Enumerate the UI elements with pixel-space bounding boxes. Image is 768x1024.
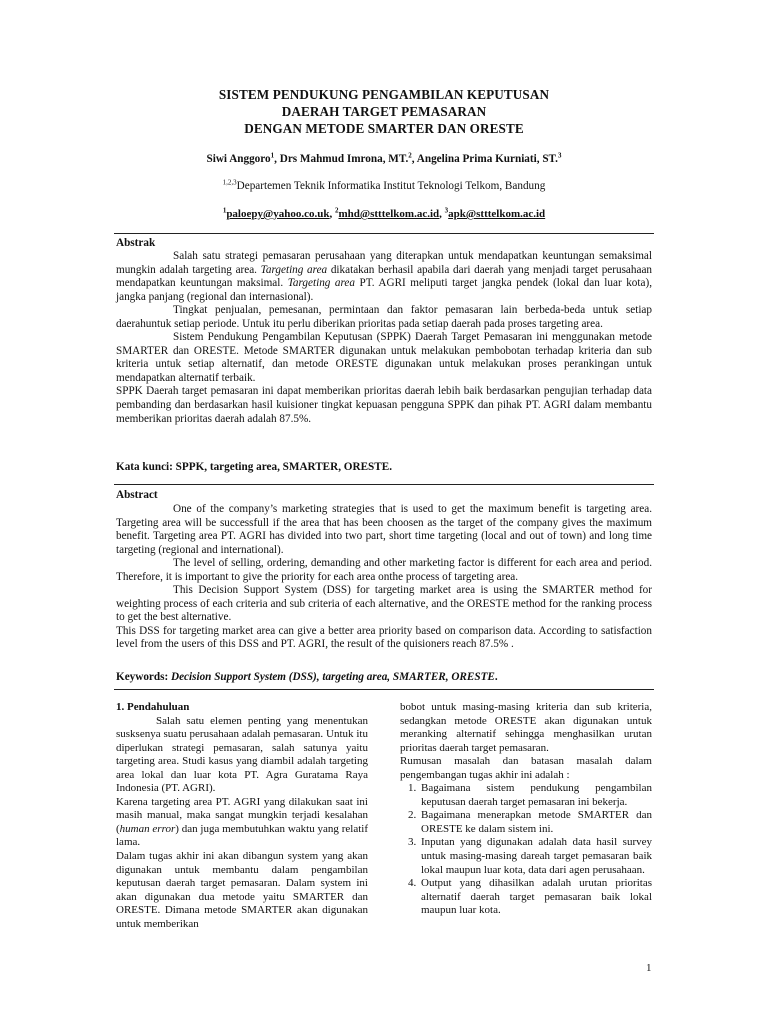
email-2-sup: 2 <box>334 206 339 215</box>
abstrak-body <box>116 250 652 426</box>
abstrak-p1-text-c: PT. AGRI meliputi target jangka pendek (lokal dan luar kota), jangka panjang (regional dan internasional). <box>116 277 652 303</box>
abstrak-heading: Abstrak <box>116 237 156 249</box>
list-item: 1. Bagaimana sistem pendukung pengambilan keputusan daerah target pemasaran ini bekerja. <box>419 782 652 809</box>
right-paragraph-2: Rumusan masalah dan batasan masalah dalam pengembangan tugas akhir ini adalah : <box>400 755 652 781</box>
author-list <box>0 153 768 165</box>
abstrak-p1-italic-b: Targeting area <box>287 277 355 290</box>
paper-title <box>0 86 768 137</box>
affiliation-sup: 1,2,3 <box>222 178 237 187</box>
email-3-link[interactable]: apk@stttelkom.ac.id <box>448 208 546 220</box>
abstract-paragraph-3: This Decision Support System (DSS) for targeting market area is using the SMARTER method for weighting process of each criteria and sub criteria of each alternative, and the ORESTE method for the ranking process to get the best alternative. <box>116 584 652 624</box>
abstrak-paragraph-2: Tingkat penjualan, pemesanan, permintaan dan faktor pemasaran lain berbeda-beda untuk setiap daerahuntuk setiap periode. Untuk itu perlu diberikan prioritas pada setiap daerah pada proses targeting area. <box>116 304 652 330</box>
left-p2-text-b: ) dan juga membutuhkan waktu yang relatif lama. <box>116 822 368 849</box>
list-item: 3. Inputan yang digunakan adalah data hasil survey untuk masing-masing dareah target pemasaran baik lokal maupun luar kota, data dari agen perusahaan. <box>419 836 652 877</box>
page-number: 1 <box>646 962 652 974</box>
section-heading-pendahuluan: 1. Pendahuluan <box>116 701 190 713</box>
kata-kunci: Kata kunci: SPPK, targeting area, SMARTER, ORESTE. <box>116 461 392 473</box>
abstrak-paragraph-4: SPPK Daerah target pemasaran ini dapat memberikan prioritas daerah lebih baik berdasarkan pengujian terhadap data pembanding dan berdasarkan hasil kuisioner tingkat kepuasan pengguna SPPK dan pihak PT. AGRI dalam membantu memberikan prioritas daerah adalah 87.5%. <box>116 385 652 425</box>
author-2-sup: 2 <box>408 151 412 160</box>
email-list <box>0 208 768 220</box>
abstract-body <box>116 503 652 652</box>
abstract-heading: Abstract <box>116 489 158 501</box>
author-2: , Drs Mahmud Imrona, MT. <box>274 153 409 165</box>
abstract-paragraph-1: One of the company’s marketing strategies that is used to get the maximum benefit is targeting area. Targeting area will be successfull if the area that has been choosen as the target of the company gives the maximum benefit. Targeting area PT. AGRI has divided into two part, short time targeting (local and out of town) and long time targeting (regional and international). <box>116 503 652 556</box>
abstract-paragraph-4: This DSS for targeting market area can give a better area priority based on comparison data. According to satisfaction level from the users of this DSS and PT. AGRI, the result of the quisioners reach 87.5% . <box>116 624 652 651</box>
list-item: 2. Bagaimana menerapkan metode SMARTER dan ORESTE ke dalam sistem ini. <box>419 809 652 836</box>
left-paragraph-1: Salah satu elemen penting yang menentukan susksenya suatu perusahaan adalah pemasaran. Untuk itu diperlukan strategi pemasaran, salah satunya yaitu targeting area. Studi kasus yang diambil adalah targeting area lokal dan luar kota PT. Agra Guratama Raya Indonesia (PT. AGRI). <box>116 714 368 795</box>
title-line-3: DENGAN METODE SMARTER DAN ORESTE <box>244 121 524 136</box>
abstrak-paragraph-1 <box>116 250 652 304</box>
author-1: Siwi Anggoro <box>206 153 271 165</box>
bottom-rule <box>114 689 654 690</box>
email-2-link[interactable]: mhd@stttelkom.ac.id <box>338 208 440 220</box>
left-paragraph-3: Dalam tugas akhir ini akan dibangun system yang akan digunakan untuk membantu dalam pengambilan keputusan daerah target pemasaran. Dalam system ini akan digunakan dua metode yaitu SMARTER dan ORESTE. Dimana metode SMARTER akan digunakan untuk memberikan <box>116 850 368 930</box>
keywords-end: . <box>494 671 498 683</box>
abstrak-p1-italic-a: Targeting area <box>260 263 328 276</box>
middle-rule <box>114 484 654 485</box>
keywords <box>116 671 498 683</box>
email-sep-1: , <box>329 208 335 220</box>
abstrak-p1-text-b: dikatakan berhasil apabila dari daerah yang menjadi target perusahaan mendapatkan keuntungan maksimal. <box>116 263 653 290</box>
keywords-label: Keywords: <box>116 671 171 683</box>
keywords-text: Decision Support System (DSS), targeting area, SMARTER, ORESTE <box>171 671 495 683</box>
affiliation-text: Departemen Teknik Informatika Institut Teknologi Telkom, Bandung <box>236 180 546 192</box>
abstrak-p1-text-a: Salah satu strategi pemasaran perusahaan yang diterapkan untuk mendapatkan keuntungan semaksimal mungkin adalah targeting area. <box>116 250 652 276</box>
title-line-1: SISTEM PENDUKUNG PENGAMBILAN KEPUTUSAN <box>218 87 550 102</box>
author-1-sup: 1 <box>270 151 275 160</box>
problem-list <box>400 782 652 917</box>
abstrak-paragraph-3: Sistem Pendukung Pengambilan Keputusan (SPPK) Daerah Target Pemasaran ini menggunakan metode SMARTER dan ORESTE. Metode SMARTER digunakan untuk melakukan pembobotan terhadap kriteria dan sub kriteria untuk setiap alternatif, dan metode ORESTE digunakan untuk melakukan proses perankingan untuk mendapatkan alternatif terbaik. <box>116 331 652 384</box>
left-column <box>116 701 368 931</box>
right-column <box>400 701 652 918</box>
title-line-2: DAERAH TARGET PEMASARAN <box>281 104 487 119</box>
right-paragraph-1: bobot untuk masing-masing kriteria dan sub kriteria, sedangkan metode ORESTE akan digunakan untuk meranking alternatif sehingga menghasilkan urutan prioritas daerah target pemasaran. <box>400 701 652 754</box>
abstract-paragraph-2: The level of selling, ordering, demanding and other marketing factor is different for each area and period. Therefore, it is important to give the priority for each area onthe process of targeting area. <box>116 557 652 583</box>
email-3-sup: 3 <box>444 206 449 215</box>
list-item: 4. Output yang dihasilkan adalah urutan prioritas alternatif daerah target pemasaran baik lokal maupun luar kota. <box>419 877 652 918</box>
top-rule <box>114 233 654 234</box>
affiliation <box>0 180 768 192</box>
email-1-link[interactable]: paloepy@yahoo.co.uk <box>226 208 330 220</box>
email-sep-2: , <box>439 208 445 220</box>
author-3: , Angelina Prima Kurniati, ST. <box>411 153 558 165</box>
author-3-sup: 3 <box>557 151 562 160</box>
email-1-sup: 1 <box>222 206 227 215</box>
left-p2-italic: human error <box>119 822 176 835</box>
left-p2-text-a: Karena targeting area PT. AGRI yang dilakukan saat ini masih manual, maka sangat mungkin terjadi kesalahan ( <box>116 795 368 835</box>
left-paragraph-2 <box>116 796 368 850</box>
